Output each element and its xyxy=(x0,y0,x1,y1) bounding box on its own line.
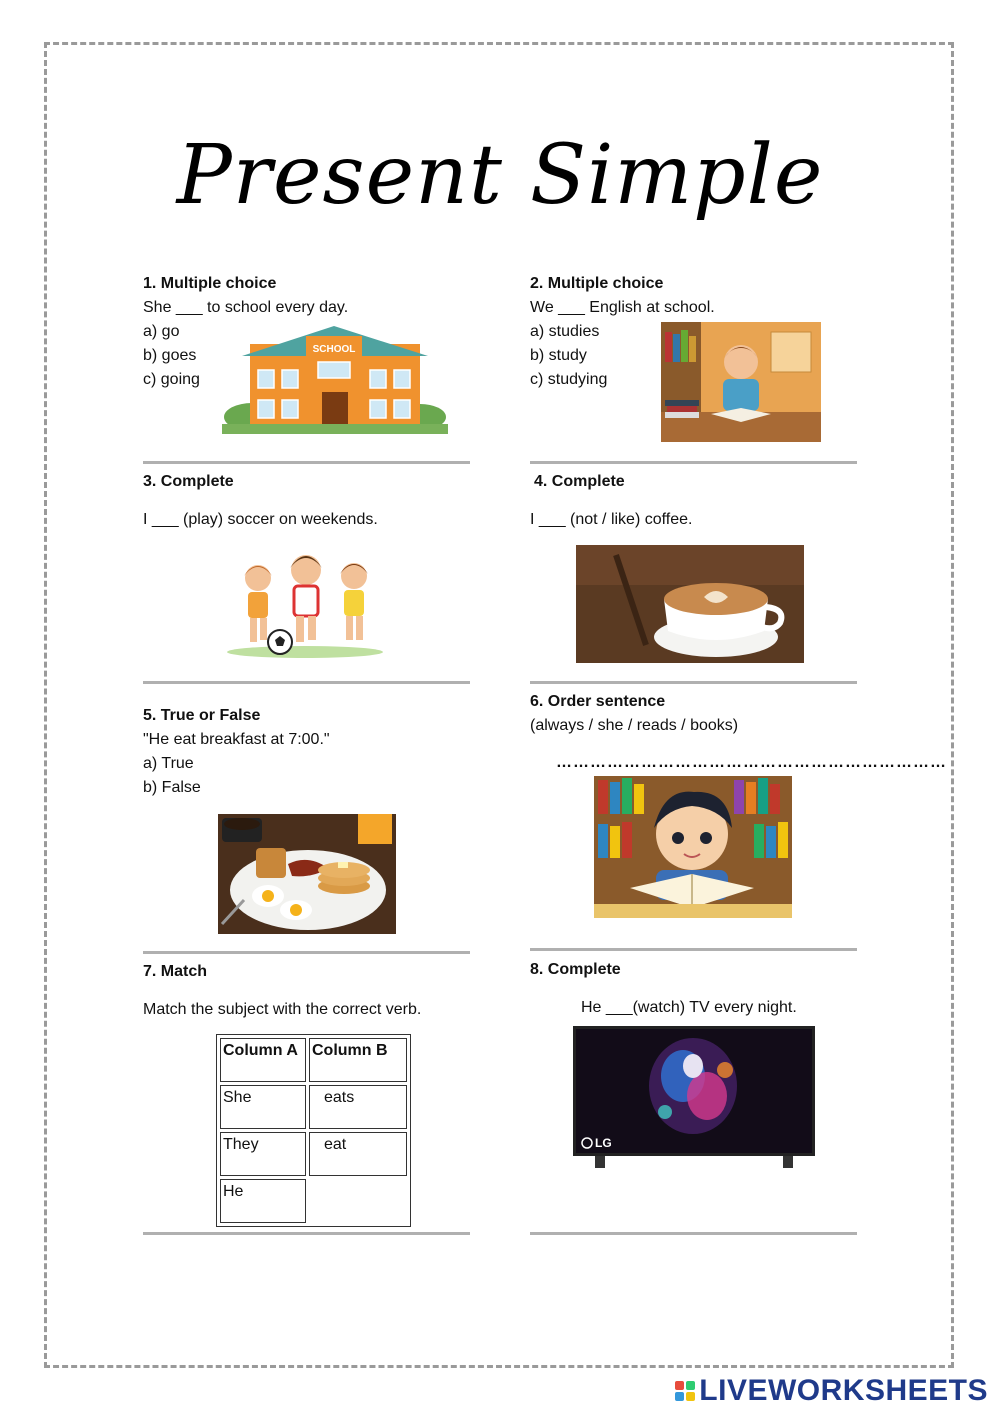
question-6-heading: 6. Order sentence xyxy=(530,693,666,710)
question-7-heading: 7. Match xyxy=(143,963,208,980)
match-table-header-b: Column B xyxy=(309,1038,407,1082)
question-1-prompt: She ___ to school every day. xyxy=(143,299,349,316)
question-2-option-c[interactable]: c) studying xyxy=(530,371,608,388)
question-1-heading: 1. Multiple choice xyxy=(143,275,277,292)
question-7-prompt: Match the subject with the correct verb. xyxy=(143,1001,422,1018)
question-2-option-b[interactable]: b) study xyxy=(530,347,587,364)
divider xyxy=(143,951,470,954)
match-empty-cell xyxy=(309,1179,407,1223)
question-3-prompt[interactable]: I ___ (play) soccer on weekends. xyxy=(143,511,378,528)
question-1-option-a[interactable]: a) go xyxy=(143,323,180,340)
liveworksheets-logo-icon xyxy=(675,1381,695,1401)
match-subject-she[interactable]: She xyxy=(220,1085,306,1129)
divider xyxy=(530,681,857,684)
divider xyxy=(530,461,857,464)
question-4 xyxy=(530,470,693,532)
match-subject-he[interactable]: He xyxy=(220,1179,306,1223)
match-verb-eats[interactable]: eats xyxy=(309,1085,407,1129)
question-2-option-a[interactable]: a) studies xyxy=(530,323,600,340)
kids-playing-soccer-illustration xyxy=(220,544,390,660)
school-sign-text: SCHOOL xyxy=(312,344,356,355)
divider xyxy=(143,461,470,464)
question-6-answer-line[interactable]: …………………………………………………………… xyxy=(556,754,947,771)
question-4-prompt[interactable]: I ___ (not / like) coffee. xyxy=(530,511,693,528)
question-5-prompt: "He eat breakfast at 7:00." xyxy=(143,731,330,748)
question-8-prompt[interactable]: He ___(watch) TV every night. xyxy=(581,999,797,1016)
question-4-heading: 4. Complete xyxy=(534,473,625,490)
divider xyxy=(143,681,470,684)
question-6-prompt: (always / she / reads / books) xyxy=(530,717,739,734)
match-table xyxy=(216,1034,411,1227)
question-7 xyxy=(143,960,421,1022)
liveworksheets-logo[interactable] xyxy=(675,1374,988,1408)
tv-brand-text: LG xyxy=(595,1136,612,1150)
divider xyxy=(143,1232,470,1235)
question-2-prompt: We ___ English at school. xyxy=(530,299,715,316)
match-verb-eat[interactable]: eat xyxy=(309,1132,407,1176)
match-subject-they[interactable]: They xyxy=(220,1132,306,1176)
divider xyxy=(530,948,857,951)
coffee-cup-photo xyxy=(576,545,804,663)
question-6 xyxy=(530,690,738,738)
liveworksheets-logo-text: LIVEWORKSHEETS xyxy=(699,1374,988,1407)
question-1-option-b[interactable]: b) goes xyxy=(143,347,197,364)
question-5 xyxy=(143,704,330,800)
worksheet-title: Present Simple xyxy=(176,128,824,223)
question-1-option-c[interactable]: c) going xyxy=(143,371,200,388)
question-5-heading: 5. True or False xyxy=(143,707,261,724)
question-5-option-a[interactable]: a) True xyxy=(143,755,194,772)
question-8 xyxy=(530,958,797,1020)
divider xyxy=(530,1232,857,1235)
question-2-heading: 2. Multiple choice xyxy=(530,275,664,292)
question-8-heading: 8. Complete xyxy=(530,961,621,978)
student-studying-illustration xyxy=(661,322,821,442)
question-3-heading: 3. Complete xyxy=(143,473,234,490)
boy-reading-illustration xyxy=(594,776,792,918)
breakfast-plate-photo xyxy=(218,814,396,934)
school-illustration xyxy=(222,322,448,434)
television-illustration xyxy=(573,1026,815,1170)
question-5-option-b[interactable]: b) False xyxy=(143,779,201,796)
match-table-header-a: Column A xyxy=(220,1038,306,1082)
question-3 xyxy=(143,470,378,532)
